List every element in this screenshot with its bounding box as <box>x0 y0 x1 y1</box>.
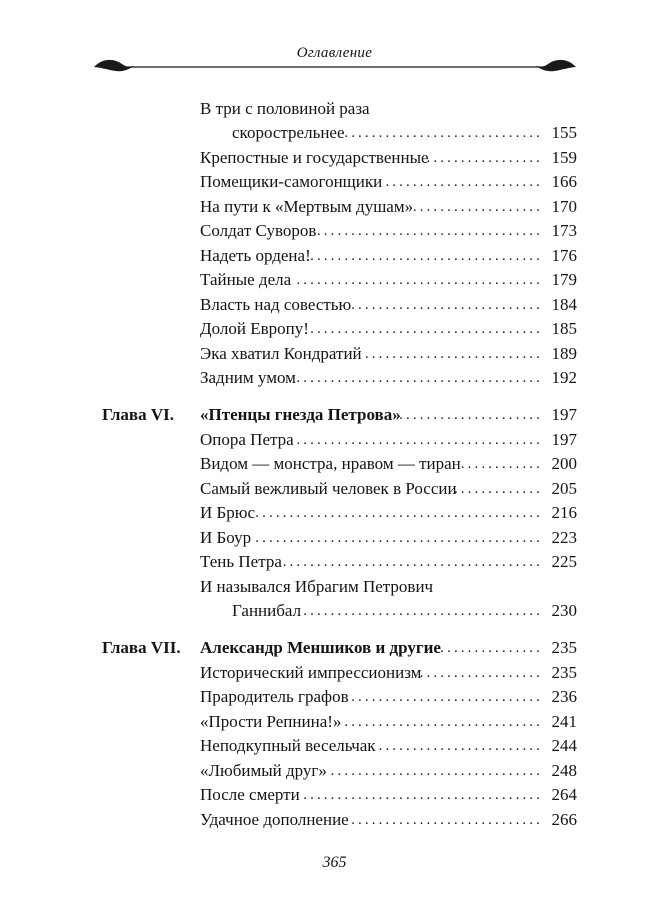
dot-leader: .................................. <box>310 321 543 337</box>
dot-leader: ............................ <box>351 812 543 828</box>
toc-row <box>0 146 669 170</box>
entry-page-number: 166 <box>551 172 577 191</box>
entry-page-number: 241 <box>551 712 577 731</box>
entry-page-number: 225 <box>551 552 577 571</box>
entry-title: Удачное дополнение <box>200 810 349 829</box>
entry-title: Ганнибал <box>232 601 302 620</box>
toc-row <box>0 170 669 194</box>
toc-row <box>0 317 669 341</box>
entry-page-number: 266 <box>551 810 577 829</box>
dot-leader: .......................................... <box>255 530 543 546</box>
entry-page-number: 170 <box>551 197 577 216</box>
entry-page-number: 192 <box>551 368 577 387</box>
entry-title: «Любимый друг» <box>200 761 327 780</box>
dot-leader: ............................. <box>344 125 543 141</box>
toc-row <box>0 599 669 623</box>
toc-row <box>0 121 669 145</box>
chapter-label: Глава VII. <box>102 638 181 657</box>
entry-title: скорострельнее <box>232 123 345 142</box>
dot-leader: ............... <box>440 640 543 656</box>
entry-page-number: 155 <box>551 123 577 142</box>
toc-row <box>0 477 669 501</box>
dot-leader: .................................... <box>296 370 543 386</box>
entry-title: Прародитель графов <box>200 687 349 706</box>
entry-title: В три с половиной раза <box>200 99 370 118</box>
entry-page-number: 184 <box>551 295 577 314</box>
entry-title: Задним умом <box>200 368 296 387</box>
toc-row <box>0 710 669 734</box>
entry-title: Власть над совестью <box>200 295 352 314</box>
dot-leader: ..................... <box>399 407 543 423</box>
toc-row <box>0 501 669 525</box>
dot-leader: ...................................... <box>282 554 543 570</box>
toc-row <box>0 734 669 758</box>
entry-page-number: 223 <box>551 528 577 547</box>
page-number: 365 <box>322 854 347 871</box>
entry-title: Тень Петра <box>200 552 282 571</box>
dot-leader: ................... <box>412 199 543 215</box>
entry-title: Долой Европу! <box>200 319 309 338</box>
dot-leader: ............ <box>460 456 543 472</box>
entry-title: Надеть ордена! <box>200 246 311 265</box>
entry-title: И Брюс <box>200 503 256 522</box>
dot-leader: .................................. <box>310 248 543 264</box>
entry-page-number: 248 <box>551 761 577 780</box>
entry-title: После смерти <box>200 785 300 804</box>
header-title: Оглавление <box>296 45 373 61</box>
dot-leader: ............................ <box>351 297 543 313</box>
entry-title: Видом — монстра, нравом — тиран <box>200 454 461 473</box>
entry-title: Солдат Суворов <box>200 221 317 240</box>
entry-title: И Боур <box>200 528 252 547</box>
entry-page-number: 264 <box>551 785 577 804</box>
entry-title: «Прости Репнина!» <box>200 712 342 731</box>
toc-row <box>0 685 669 709</box>
entry-title: Помещики-самогонщики <box>200 172 383 191</box>
toc-row <box>0 342 669 366</box>
entry-page-number: 197 <box>551 430 577 449</box>
entry-page-number: 244 <box>551 736 577 755</box>
entry-page-number: 205 <box>551 479 577 498</box>
dot-leader: ............. <box>453 481 543 497</box>
toc-row <box>0 268 669 292</box>
entry-page-number: 189 <box>551 344 577 363</box>
entry-page-number: 216 <box>551 503 577 522</box>
entry-title: Эка хватил Кондратий <box>200 344 362 363</box>
entry-title: Крепостные и государственные <box>200 148 429 167</box>
entry-page-number: 235 <box>551 663 577 682</box>
dot-leader: .................. <box>419 665 543 681</box>
toc-row <box>0 783 669 807</box>
toc-row <box>0 428 669 452</box>
dot-leader: .......................... <box>364 346 543 362</box>
toc-row <box>0 452 669 476</box>
ornamental-rule <box>92 56 578 78</box>
entry-title: Александр Меншиков и другие <box>200 638 441 657</box>
entry-title: Опора Петра <box>200 430 294 449</box>
entry-title: Исторический импрессионизм <box>200 663 422 682</box>
entry-title: Неподкупный весельчак <box>200 736 376 755</box>
dot-leader: ........................ <box>378 738 543 754</box>
dot-leader: ............................ <box>351 689 543 705</box>
toc-row <box>0 575 669 599</box>
entry-page-number: 235 <box>551 638 577 657</box>
entry-title: «Птенцы гнезда Петрова» <box>200 405 401 424</box>
dot-leader: ................................... <box>303 603 543 619</box>
entry-page-number: 230 <box>551 601 577 620</box>
toc-row <box>0 550 669 574</box>
dot-leader: ....................... <box>385 174 543 190</box>
entry-page-number: 159 <box>551 148 577 167</box>
entry-page-number: 179 <box>551 270 577 289</box>
toc-chapter-row <box>0 636 669 660</box>
entry-title: Самый вежливый человек в России <box>200 479 457 498</box>
dot-leader: ............................... <box>330 763 543 779</box>
entry-page-number: 236 <box>551 687 577 706</box>
chapter-label: Глава VI. <box>102 405 175 424</box>
entry-page-number: 185 <box>551 319 577 338</box>
toc-row <box>0 808 669 832</box>
entry-title: И назывался Ибрагим Петрович <box>200 577 434 596</box>
toc-row <box>0 526 669 550</box>
entry-page-number: 197 <box>551 405 577 424</box>
toc-row <box>0 661 669 685</box>
toc-row <box>0 293 669 317</box>
dot-leader: ............................. <box>344 714 543 730</box>
dot-leader: ................................. <box>316 223 543 239</box>
toc-row <box>0 366 669 390</box>
entry-page-number: 176 <box>551 246 577 265</box>
entry-page-number: 173 <box>551 221 577 240</box>
toc-row <box>0 219 669 243</box>
entry-title: На пути к «Мертвым душам» <box>200 197 414 216</box>
toc-row <box>0 759 669 783</box>
toc-row <box>0 195 669 219</box>
toc-chapter-row <box>0 403 669 427</box>
entry-title: Тайные дела <box>200 270 292 289</box>
dot-leader: .......................................... <box>255 505 543 521</box>
toc-row <box>0 97 669 121</box>
dot-leader: ................. <box>426 150 543 166</box>
toc-row <box>0 244 669 268</box>
dot-leader: .................................... <box>296 272 543 288</box>
entry-page-number: 200 <box>551 454 577 473</box>
dot-leader: .................................... <box>296 432 543 448</box>
dot-leader: ................................... <box>303 787 543 803</box>
